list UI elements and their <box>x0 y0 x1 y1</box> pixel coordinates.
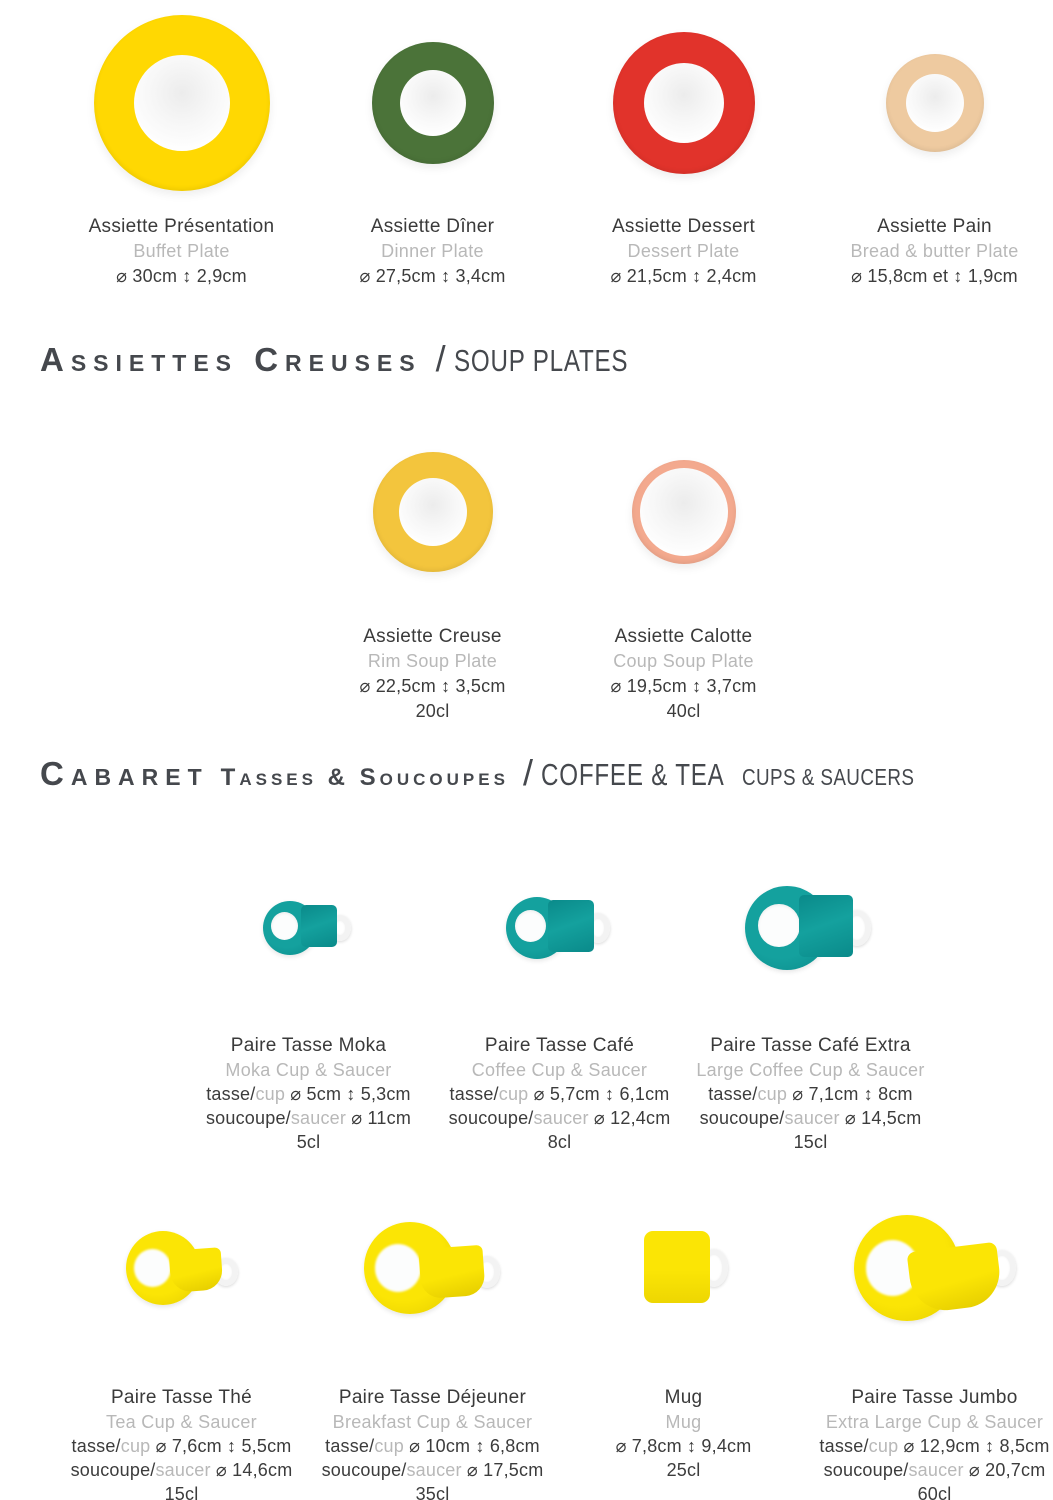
product-photo-area <box>809 8 1053 198</box>
cup-label-en: cup <box>120 1436 151 1456</box>
product-label <box>307 1386 558 1500</box>
saucer-dimensions <box>307 1458 558 1482</box>
product-name-fr: Assiette Creuse <box>363 626 502 647</box>
product-card <box>56 8 307 289</box>
cup-label-fr: tasse/ <box>819 1436 869 1456</box>
cup-label-en: cup <box>757 1084 788 1104</box>
dessert-plate-image <box>613 32 755 174</box>
yellow-cups-row <box>56 1202 1053 1500</box>
rim-soup-plate-image <box>373 452 493 572</box>
coup-soup-plate-image <box>632 460 736 564</box>
product-photo-area <box>685 852 936 1004</box>
product-name-en: Dessert Plate <box>627 241 740 261</box>
cup-label-en: cup <box>255 1084 286 1104</box>
saucer-label-en: saucer <box>533 1108 589 1128</box>
product-card <box>809 1202 1053 1500</box>
product-dimensions: ⌀ 22,5cm ↕ 3,5cm <box>359 676 506 696</box>
product-capacity: 15cl <box>164 1484 199 1500</box>
product-capacity: 60cl <box>917 1484 952 1500</box>
cup <box>168 1247 223 1293</box>
heading-en-main: COFFEE & TEA <box>540 757 725 792</box>
cup <box>418 1245 485 1299</box>
product-name-fr: Paire Tasse Thé <box>110 1387 253 1408</box>
mug-image <box>634 1228 734 1308</box>
product-photo-area <box>434 852 685 1004</box>
product-name-en: Rim Soup Plate <box>367 651 498 671</box>
product-label <box>183 1034 434 1154</box>
product-label <box>307 214 558 289</box>
product-capacity: 40cl <box>666 701 701 721</box>
product-photo-area <box>809 1202 1053 1334</box>
saucer-size: ⌀ 12,4cm <box>588 1108 671 1128</box>
product-dimensions: ⌀ 21,5cm ↕ 2,4cm <box>610 266 757 286</box>
saucer-dimensions <box>56 1458 307 1482</box>
product-capacity: 35cl <box>415 1484 450 1500</box>
coffee-cup-saucer-image <box>506 889 614 967</box>
product-label <box>809 214 1053 289</box>
saucer-size: ⌀ 11cm <box>346 1108 412 1128</box>
cup-dimensions <box>307 1434 558 1458</box>
product-name-fr: Paire Tasse Déjeuner <box>338 1387 527 1408</box>
product-capacity: 15cl <box>793 1132 828 1152</box>
heading-fr: Assiettes Creuses <box>40 341 422 378</box>
saucer-label-en: saucer <box>784 1108 840 1128</box>
product-name-fr: Assiette Calotte <box>614 626 753 647</box>
cup-size: ⌀ 10cm ↕ 6,8cm <box>403 1436 540 1456</box>
cup-size: ⌀ 5,7cm ↕ 6,1cm <box>528 1084 670 1104</box>
heading-fr-main: Cabaret <box>40 755 209 792</box>
large-coffee-cup-saucer-image <box>745 881 877 975</box>
cup-label-en: cup <box>868 1436 899 1456</box>
product-card <box>183 852 434 1154</box>
product-card <box>685 852 936 1154</box>
product-name-fr: Paire Tasse Moka <box>230 1035 387 1056</box>
product-photo-area <box>56 8 307 198</box>
buffet-plate-image <box>94 15 270 191</box>
product-name-fr: Paire Tasse Café <box>484 1035 635 1056</box>
product-card <box>434 852 685 1154</box>
product-name-fr: Assiette Pain <box>877 216 992 237</box>
product-label <box>685 1034 936 1154</box>
saucer-dimensions <box>434 1106 685 1130</box>
product-name-en: Buffet Plate <box>133 241 230 261</box>
product-name-en: Large Coffee Cup & Saucer <box>696 1060 925 1080</box>
product-photo-area <box>558 8 809 198</box>
heading-fr-sub: Tasses & Soucoupes <box>220 764 509 791</box>
saucer-dimensions <box>685 1106 936 1130</box>
saucer-size: ⌀ 14,6cm <box>210 1460 293 1480</box>
product-card <box>558 432 809 724</box>
product-name-fr: Assiette Dîner <box>370 216 495 237</box>
saucer-label-fr: soucoupe/ <box>321 1460 407 1480</box>
product-label <box>809 1386 1053 1500</box>
heading-cups-saucers <box>40 752 953 794</box>
product-photo-area <box>183 852 434 1004</box>
product-label <box>434 1034 685 1154</box>
saucer-size: ⌀ 20,7cm <box>963 1460 1046 1480</box>
moka-cup-saucer-image <box>263 895 355 961</box>
soup-plates-row <box>56 432 1053 724</box>
product-card <box>56 1202 307 1500</box>
heading-separator: / <box>522 752 533 793</box>
product-label <box>558 214 809 289</box>
saucer-label-fr: soucoupe/ <box>70 1460 156 1480</box>
product-photo-area <box>307 432 558 592</box>
cup-size: ⌀ 7,1cm ↕ 8cm <box>787 1084 913 1104</box>
product-dimensions: ⌀ 19,5cm ↕ 3,7cm <box>610 676 757 696</box>
product-label <box>307 624 558 724</box>
product-name-en: Moka Cup & Saucer <box>225 1060 392 1080</box>
product-name-fr: Assiette Dessert <box>611 216 756 237</box>
saucer-label-en: saucer <box>155 1460 211 1480</box>
cup <box>301 905 337 947</box>
saucer-dimensions <box>183 1106 434 1130</box>
heading-en-sub: CUPS & SAUCERS <box>742 764 915 790</box>
product-photo-area <box>558 1202 809 1334</box>
saucer-label-en: saucer <box>290 1108 347 1128</box>
product-card <box>307 8 558 289</box>
product-name-en: Coup Soup Plate <box>613 651 754 671</box>
saucer-label-fr: soucoupe/ <box>205 1108 291 1128</box>
cup-label-en: cup <box>374 1436 404 1456</box>
saucer-label-en: saucer <box>406 1460 462 1480</box>
dinner-plate-image <box>372 42 494 164</box>
product-dimensions: ⌀ 27,5cm ↕ 3,4cm <box>359 266 506 286</box>
cup-dimensions <box>434 1082 685 1106</box>
cup-label-fr: tasse/ <box>449 1084 499 1104</box>
product-name-fr: Paire Tasse Café Extra <box>710 1035 911 1056</box>
product-name-fr: Mug <box>664 1387 703 1408</box>
product-name-fr: Assiette Présentation <box>88 216 275 237</box>
product-photo-area <box>307 1202 558 1334</box>
heading-separator: / <box>435 338 446 379</box>
product-capacity: 8cl <box>547 1132 572 1152</box>
cup-dimensions <box>56 1434 307 1458</box>
product-capacity: 5cl <box>296 1132 321 1152</box>
cup-label-fr: tasse/ <box>708 1084 758 1104</box>
cup-size: ⌀ 12,9cm ↕ 8,5cm <box>898 1436 1050 1456</box>
product-dimensions: ⌀ 7,8cm ↕ 9,4cm <box>615 1436 752 1456</box>
product-card <box>558 1202 809 1500</box>
teal-cups-row <box>183 852 936 1154</box>
tea-cup-saucer-image <box>126 1229 238 1307</box>
mug-body <box>644 1231 710 1303</box>
cup-size: ⌀ 7,6cm ↕ 5,5cm <box>150 1436 292 1456</box>
cup-label-fr: tasse/ <box>206 1084 256 1104</box>
breakfast-cup-saucer-image <box>364 1221 502 1315</box>
saucer-label-fr: soucoupe/ <box>699 1108 785 1128</box>
cup <box>548 900 594 952</box>
product-name-en: Mug <box>665 1412 702 1432</box>
product-name-fr: Paire Tasse Jumbo <box>851 1387 1018 1408</box>
saucer-label-en: saucer <box>908 1460 964 1480</box>
product-card <box>558 8 809 289</box>
product-photo-area <box>56 1202 307 1334</box>
product-capacity: 25cl <box>666 1460 701 1480</box>
jumbo-cup-saucer-image <box>854 1212 1016 1324</box>
empty-column <box>809 432 1053 724</box>
product-label <box>56 1386 307 1500</box>
product-photo-area <box>307 8 558 198</box>
product-card <box>307 432 558 724</box>
product-label <box>558 624 809 724</box>
product-name-en: Tea Cup & Saucer <box>106 1412 257 1432</box>
cup-label-en: cup <box>498 1084 529 1104</box>
saucer-size: ⌀ 14,5cm <box>839 1108 922 1128</box>
product-card <box>809 8 1053 289</box>
cup-label-fr: tasse/ <box>325 1436 375 1456</box>
product-name-en: Breakfast Cup & Saucer <box>332 1412 533 1432</box>
product-label <box>56 214 307 289</box>
product-name-en: Dinner Plate <box>381 241 484 261</box>
saucer-size: ⌀ 17,5cm <box>461 1460 544 1480</box>
cup <box>799 895 853 957</box>
product-dimensions: ⌀ 15,8cm et ↕ 1,9cm <box>851 266 1018 286</box>
product-name-en: Bread & butter Plate <box>850 241 1019 261</box>
cup-size: ⌀ 5cm ↕ 5,3cm <box>285 1084 411 1104</box>
product-name-en: Extra Large Cup & Saucer <box>825 1412 1044 1432</box>
empty-column <box>56 432 307 724</box>
product-label <box>558 1386 809 1482</box>
heading-en: SOUP PLATES <box>453 343 628 378</box>
cup-label-fr: tasse/ <box>71 1436 121 1456</box>
heading-soup-plates <box>40 338 677 380</box>
product-capacity: 20cl <box>415 701 450 721</box>
saucer-dimensions <box>809 1458 1053 1482</box>
saucer-label-fr: soucoupe/ <box>448 1108 534 1128</box>
product-dimensions: ⌀ 30cm ↕ 2,9cm <box>116 266 247 286</box>
plates-row <box>56 8 1053 289</box>
cup-dimensions <box>809 1434 1053 1458</box>
product-card <box>307 1202 558 1500</box>
product-photo-area <box>558 432 809 592</box>
cup-dimensions <box>183 1082 434 1106</box>
cup-dimensions <box>685 1082 936 1106</box>
product-name-en: Coffee Cup & Saucer <box>471 1060 648 1080</box>
saucer-label-fr: soucoupe/ <box>823 1460 909 1480</box>
bread-plate-image <box>886 54 984 152</box>
